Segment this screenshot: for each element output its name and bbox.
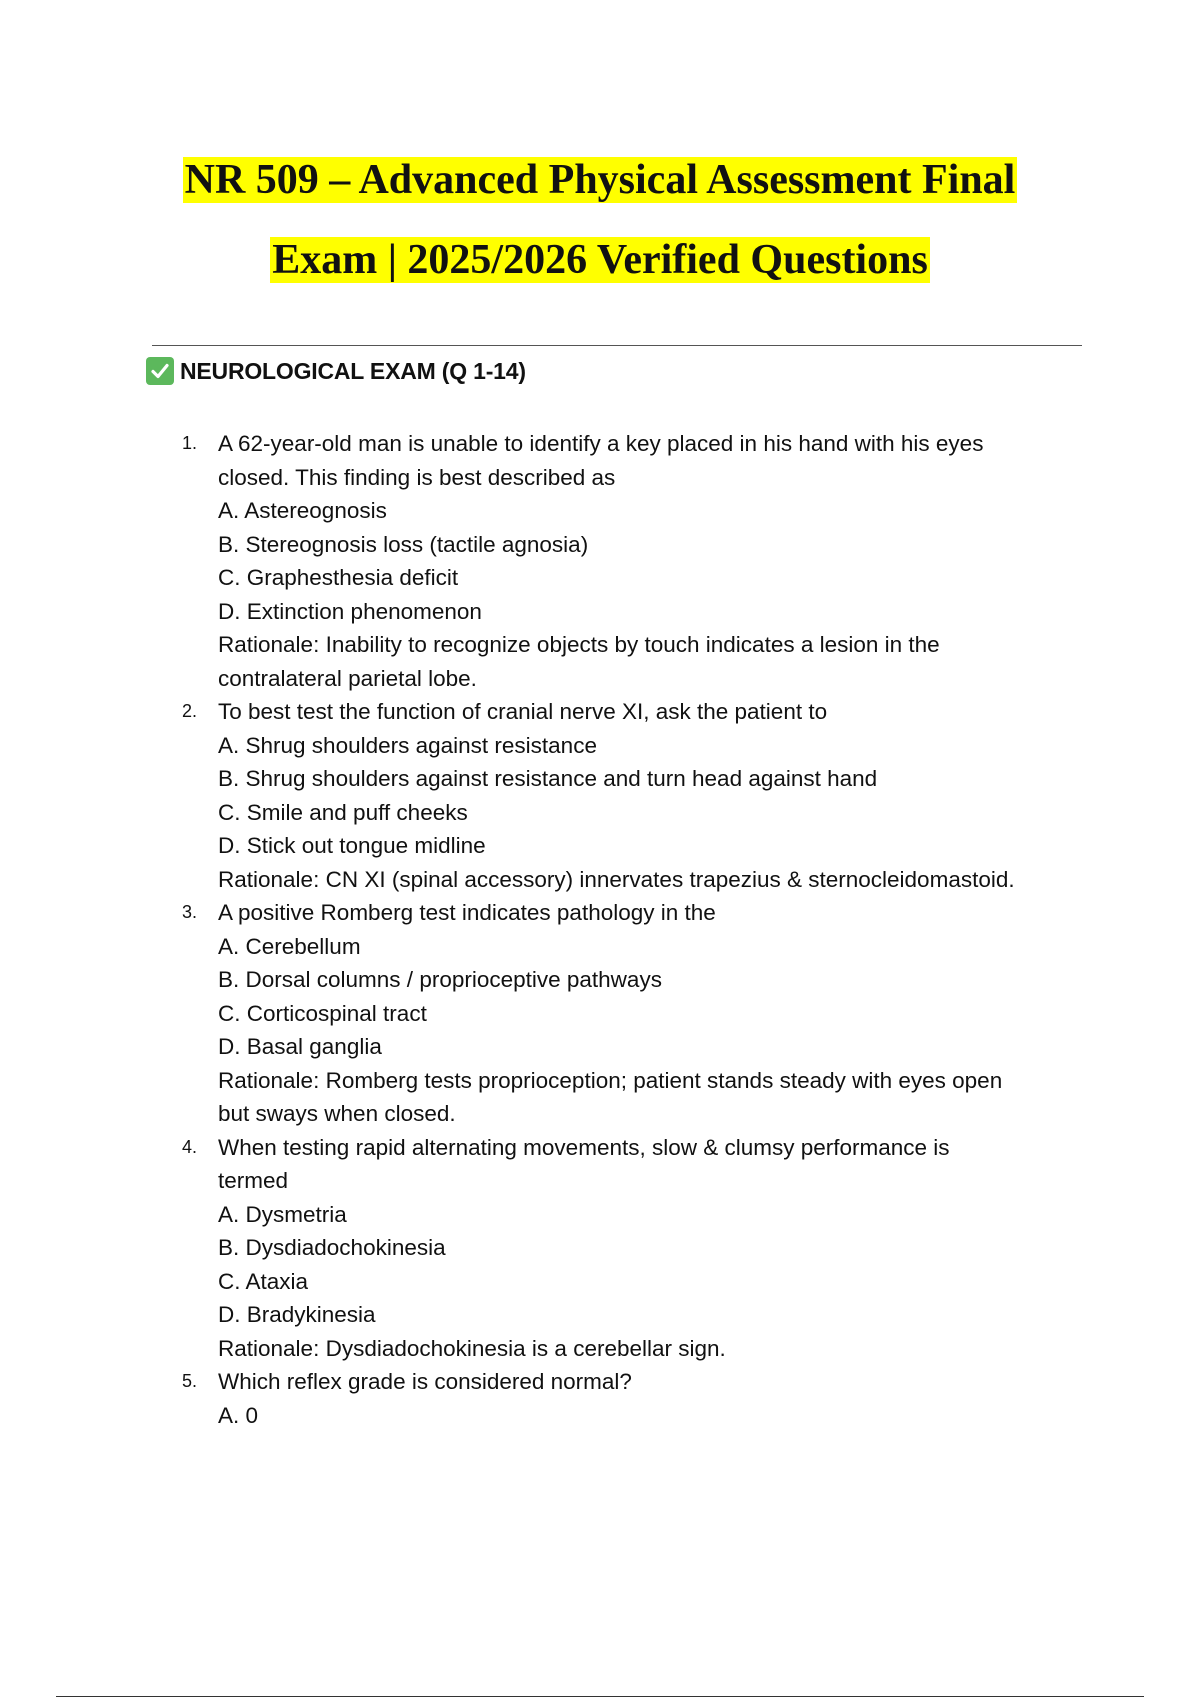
rationale: Rationale: Inability to recognize objects by touch indicates a lesion in the [218,632,940,657]
section-heading [146,355,526,387]
question-list [0,427,1200,1432]
rationale: contralateral parietal lobe. [218,665,477,691]
answer-option: A. Cerebellum [218,933,361,959]
answer-option: D. Extinction phenomenon [218,598,482,624]
answer-option: B. Shrug shoulders against resistance and turn head against hand [218,766,878,791]
rationale: but sways when closed. [218,1101,456,1126]
title-line-2: Exam | 2025/2026 Verified Questions [272,237,928,283]
question-stem: When testing rapid alternating movements, slow & clumsy performance is [218,1134,950,1160]
question-item [0,896,1200,1131]
answer-option: B. Dysdiadochokinesia [218,1235,446,1260]
answer-option: D. Basal ganglia [218,1034,382,1059]
title-line-1: NR 509 – Advanced Physical Assessment Final [184,157,1016,203]
answer-option: A. Astereognosis [218,498,387,523]
question-stem: A 62-year-old man is unable to identify a key placed in his hand with his eyes [218,431,984,456]
section-divider [152,345,1082,346]
question-number: 3. [182,902,198,922]
answer-option: D. Stick out tongue midline [218,833,486,858]
question-item [0,1131,1200,1366]
answer-option: C. Ataxia [218,1268,309,1294]
answer-option: C. Graphesthesia deficit [218,565,459,590]
question-number: 4. [182,1136,198,1157]
question-number: 2. [182,701,198,721]
answer-option: C. Corticospinal tract [218,1000,427,1026]
answer-option: A. Dysmetria [218,1201,347,1227]
rationale: Rationale: Dysdiadochokinesia is a cerebellar sign. [218,1335,726,1361]
question-number: 5. [182,1371,198,1391]
question-stem: termed [218,1168,289,1193]
answer-option: A. Shrug shoulders against resistance [218,732,597,758]
question-stem: A positive Romberg test indicates pathology in the [218,900,716,925]
check-mark-icon [146,357,174,385]
document-title [0,140,1200,300]
question-number: 1. [182,433,198,453]
section-heading-text: NEUROLOGICAL EXAM (Q 1-14) [180,357,526,384]
question-item [0,427,1200,695]
answer-option: D. Bradykinesia [218,1302,376,1327]
question-stem: Which reflex grade is considered normal? [218,1369,632,1394]
rationale: Rationale: Romberg tests proprioception; patient stands steady with eyes open [218,1067,1003,1093]
question-stem: To best test the function of cranial nerve XI, ask the patient to [218,699,828,724]
answer-option: B. Stereognosis loss (tactile agnosia) [218,531,589,557]
question-stem: closed. This finding is best described as [218,464,616,490]
page-bottom-rule [56,1696,1144,1697]
answer-option: C. Smile and puff cheeks [218,799,468,825]
question-item [0,1365,1200,1432]
answer-option: B. Dorsal columns / proprioceptive pathways [218,967,662,992]
answer-option: A. 0 [218,1402,259,1428]
rationale: Rationale: CN XI (spinal accessory) innervates trapezius & sternocleidomastoid. [218,866,1015,892]
question-item [0,695,1200,896]
